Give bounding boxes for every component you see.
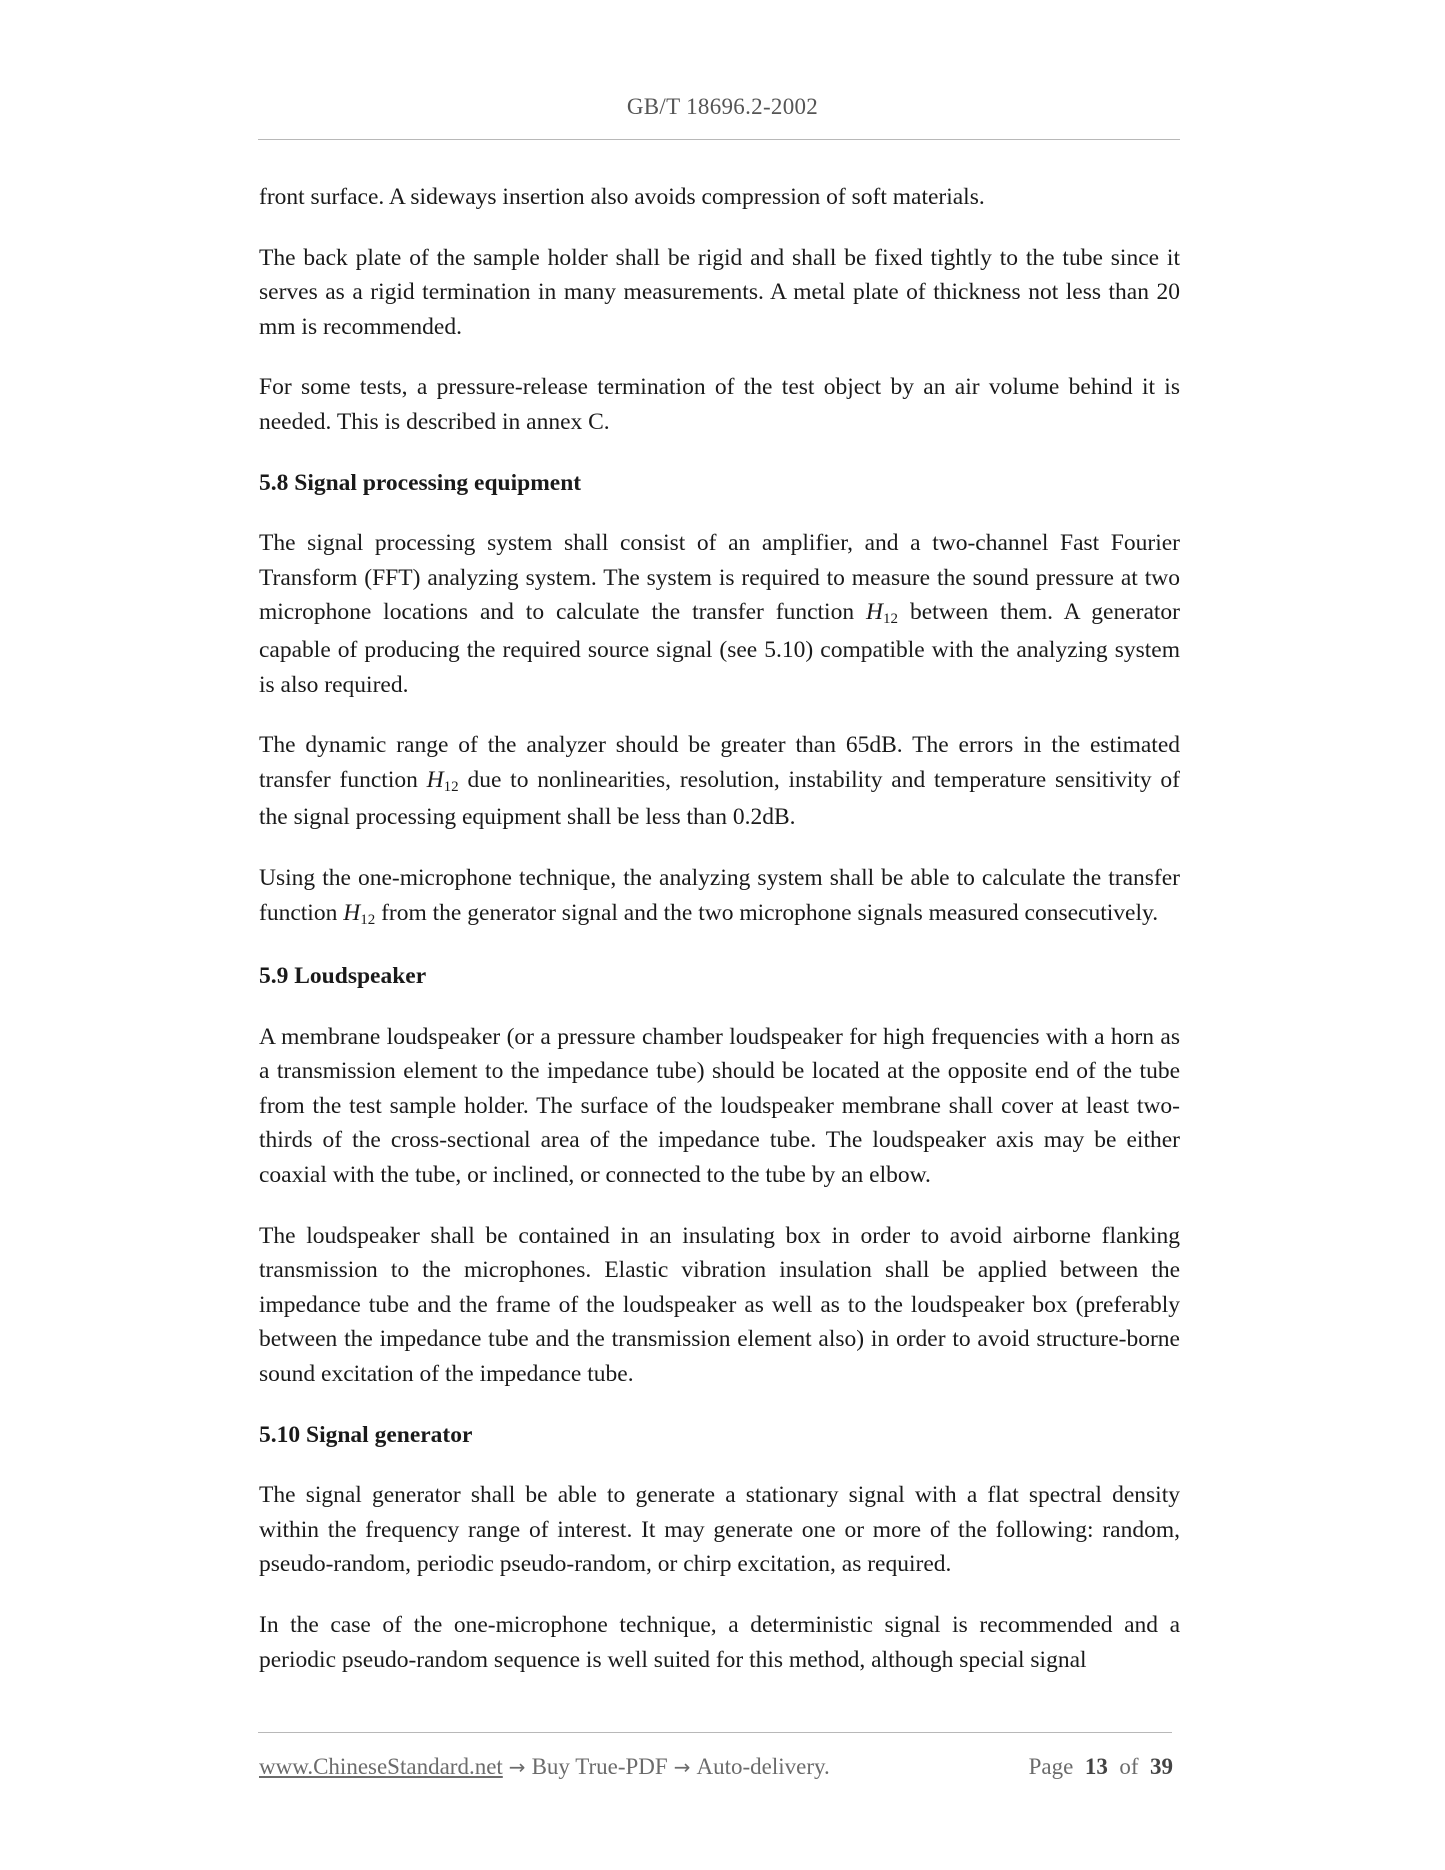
page-indicator <box>1029 1754 1173 1780</box>
paragraph: In the case of the one-microphone technique, a deterministic signal is recommended and a periodic pseudo-random sequence is well suited for this method, although special signal <box>259 1612 1180 1673</box>
footer-promo <box>259 1754 830 1780</box>
transfer-function-symbol <box>427 767 459 793</box>
var-subscript: 12 <box>443 778 459 795</box>
paragraph: The back plate of the sample holder shall be rigid and shall be fixed tightly to the tube since it serves as a rigid termination in many measurements. A metal plate of thickness not less than 20 mm is recommended. <box>259 244 1180 340</box>
var-subscript: 12 <box>883 611 899 628</box>
text-run: from the generator signal and the two microphone signals measured consecutively. <box>375 899 1159 926</box>
text-run: The signal processing system shall consist of an amplifier, and a two-channel Fast Fourier Transform (FFT) analyzing system. The system is required to measure the sound pressure at two microphone locations and to calculate the transfer function <box>259 530 1180 626</box>
current-page-number: 13 <box>1084 1754 1108 1779</box>
text-run: Using the one-microphone technique, the analyzing system shall be able to calculate the transfer function <box>259 864 1180 926</box>
paragraph <box>259 526 1180 702</box>
paragraph <box>259 861 1180 933</box>
total-pages-number: 39 <box>1150 1754 1173 1779</box>
var-subscript: 12 <box>360 911 376 928</box>
text-run: due to nonlinearities, resolution, instability and temperature sensitivity of the signal processing equipment shall be less than 0.2dB. <box>259 766 1180 831</box>
header-divider <box>258 139 1180 140</box>
text-run: between them. A generator capable of producing the required source signal (see 5.10) compatible with the analyzing system is also required. <box>259 599 1180 698</box>
var-symbol: H <box>866 599 884 626</box>
section-heading-5-10: 5.10 Signal generator <box>259 1421 473 1448</box>
delivery-text: Auto-delivery. <box>696 1754 830 1779</box>
paragraph: For some tests, a pressure-release termination of the test object by an air volume behind it is needed. This is described in annex C. <box>259 374 1180 435</box>
page-label: Page <box>1028 1754 1074 1779</box>
document-body <box>259 180 1180 1677</box>
document-header-title: GB/T 18696.2-2002 <box>626 94 819 119</box>
section-heading-5-9: 5.9 Loudspeaker <box>259 963 427 990</box>
section-heading-5-8: 5.8 Signal processing equipment <box>259 469 582 496</box>
right-arrow-icon: → <box>508 1755 526 1779</box>
of-label: of <box>1119 1754 1139 1779</box>
paragraph: The signal generator shall be able to generate a stationary signal with a flat spectral density within the frequency range of interest. It may generate one or more of the following: random, pseudo-random, periodic pseudo-random, or chirp excitation, as required. <box>259 1482 1180 1578</box>
paragraph: The loudspeaker shall be contained in an insulating box in order to avoid airborne flanking transmission to the microphones. Elastic vibration insulation shall be applied between the impedance tube and the frame of the loudspeaker as well as to the loudspeaker box (preferably between the impedance tube and the transmission element also) in order to avoid structure-borne sound excitation of the impedance tube. <box>259 1222 1180 1388</box>
right-arrow-icon: → <box>673 1755 691 1779</box>
var-symbol: H <box>343 899 361 926</box>
var-symbol: H <box>426 766 444 793</box>
transfer-function-symbol <box>866 599 899 628</box>
website-link[interactable]: www.ChineseStandard.net <box>259 1754 503 1779</box>
paragraph: front surface. A sideways insertion also avoids compression of soft materials. <box>259 184 985 210</box>
buy-text: Buy True-PDF <box>531 1754 668 1779</box>
footer-divider <box>258 1732 1172 1733</box>
text-run: The dynamic range of the analyzer should be greater than 65dB. The errors in the estimated transfer function <box>259 732 1180 793</box>
paragraph <box>259 728 1180 835</box>
paragraph: A membrane loudspeaker (or a pressure chamber loudspeaker for high frequencies with a horn as a transmission element to the impedance tube) should be located at the opposite end of the tube from the test sample holder. The surface of the loudspeaker membrane shall cover at least two-thirds of the cross-sectional area of the impedance tube. The loudspeaker axis may be either coaxial with the tube, or inclined, or connected to the tube by an elbow. <box>259 1023 1180 1189</box>
transfer-function-symbol <box>343 900 375 926</box>
